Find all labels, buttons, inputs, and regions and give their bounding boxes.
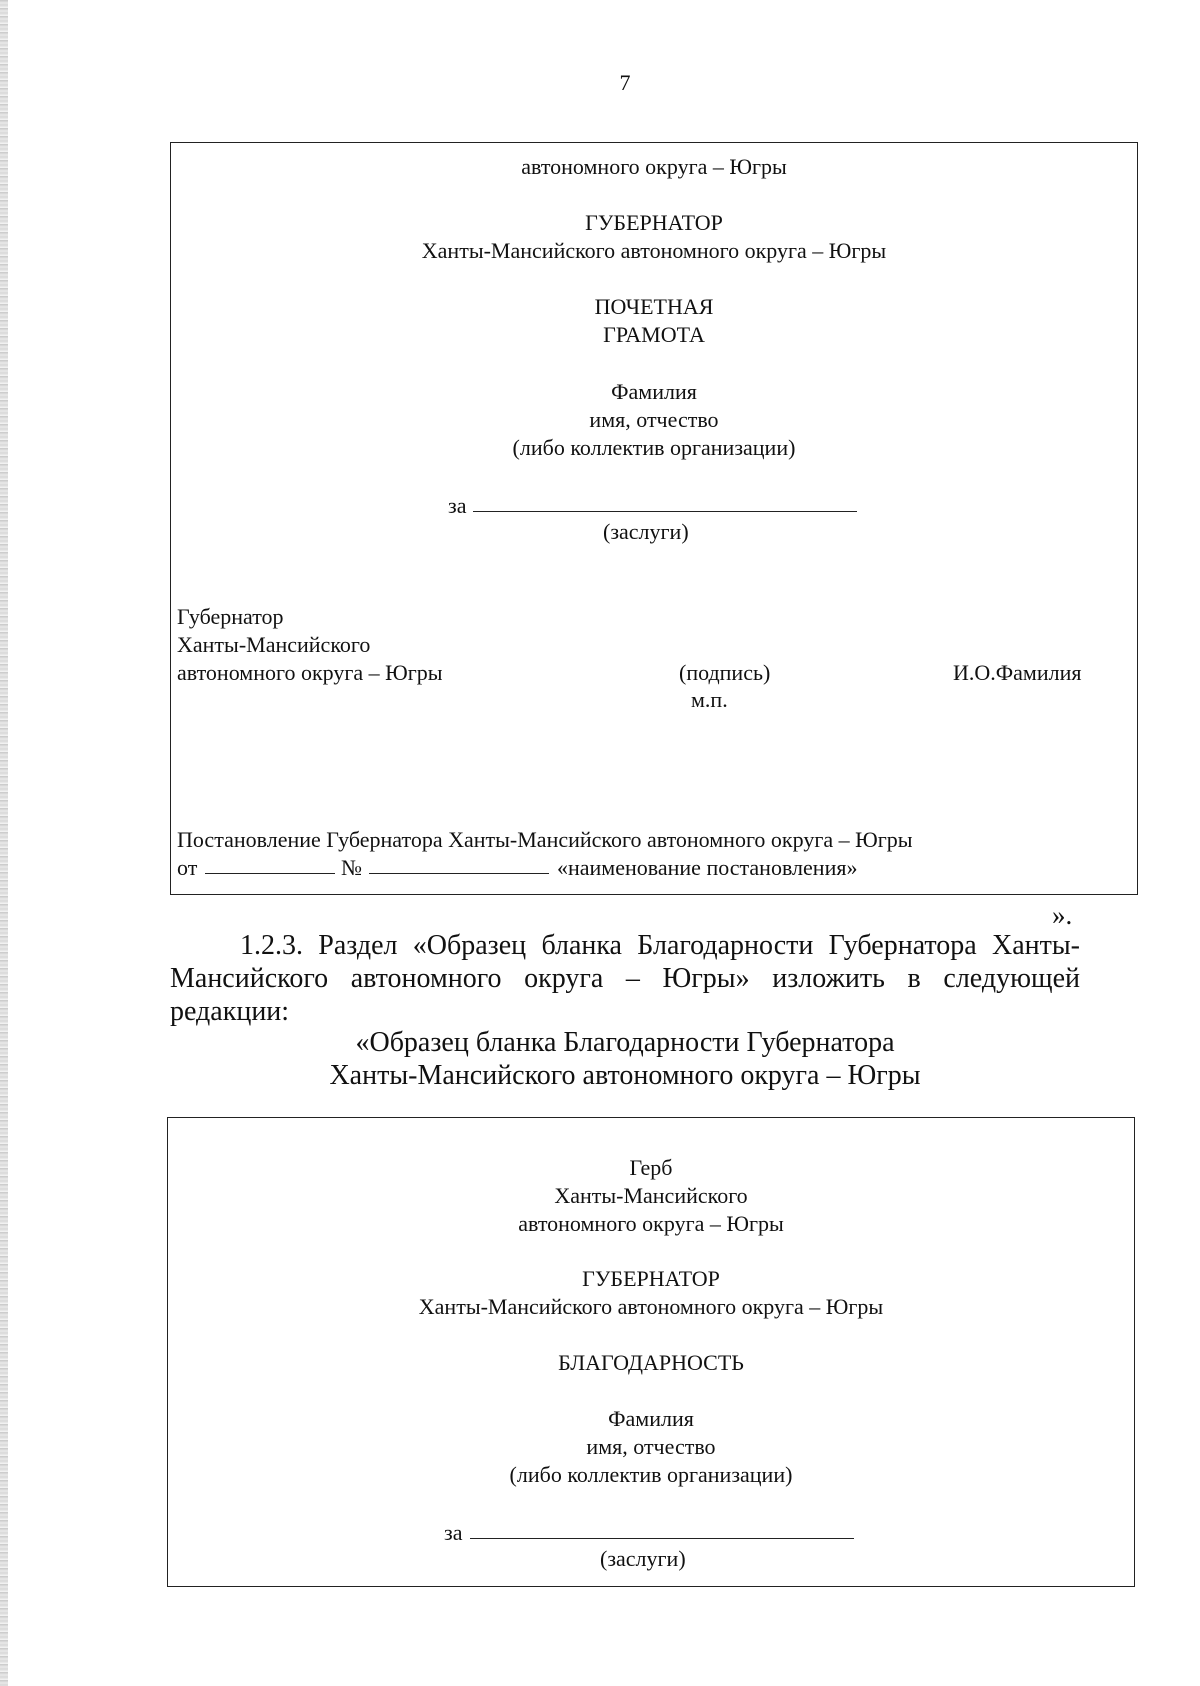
form1-doc-type-line2: ГРАМОТА bbox=[603, 322, 705, 347]
form1-recipient-name: имя, отчество bbox=[589, 407, 719, 432]
form1-decree-number-blank bbox=[369, 855, 549, 879]
section-heading-line2: Ханты-Мансийского автономного округа – Югры bbox=[329, 1060, 921, 1091]
form1-doc-type-line1: ПОЧЕТНАЯ bbox=[594, 294, 714, 319]
form2-merits-caption: (заслуги) bbox=[600, 1546, 686, 1571]
form2-governor-title: ГУБЕРНАТОР bbox=[582, 1266, 720, 1291]
form1-recipient-surname: Фамилия bbox=[611, 379, 697, 404]
form2-governor-region: Ханты-Мансийского автономного округа – Югры bbox=[418, 1294, 884, 1319]
form1-decree-from-label: от bbox=[177, 855, 198, 880]
form1-recipient-collective: (либо коллектив организации) bbox=[512, 435, 796, 460]
form1-decree-line: Постановление Губернатора Ханты-Мансийского автономного округа – Югры bbox=[177, 827, 913, 852]
paragraph-line2: Мансийского автономного округа – Югры» изложить в следующей bbox=[170, 963, 1080, 994]
form1-signer-line3: автономного округа – Югры bbox=[177, 660, 443, 685]
form2-emblem-line2: Ханты-Мансийского bbox=[554, 1183, 748, 1208]
form2-emblem-line1: Герб bbox=[629, 1155, 673, 1180]
honorary-certificate-form bbox=[170, 142, 1138, 895]
form2-merits-blank bbox=[470, 1520, 854, 1544]
form2-for-label: за bbox=[444, 1520, 463, 1545]
form1-signer-line1: Губернатор bbox=[177, 604, 284, 629]
form2-recipient-surname: Фамилия bbox=[608, 1406, 694, 1431]
form2-recipient-collective: (либо коллектив организации) bbox=[509, 1462, 793, 1487]
gratitude-form bbox=[167, 1117, 1135, 1587]
form1-seal-caption: м.п. bbox=[691, 687, 728, 712]
section-paragraph bbox=[170, 929, 1080, 1028]
form1-merits-blank bbox=[473, 493, 857, 517]
form1-header-line: автономного округа – Югры bbox=[521, 154, 787, 179]
paragraph-line1: 1.2.3. Раздел «Образец бланка Благодарности Губернатора Ханты- bbox=[240, 930, 1080, 961]
form1-decree-name: «наименование постановления» bbox=[557, 855, 858, 880]
closing-quote: ». bbox=[1052, 900, 1073, 930]
page-number: 7 bbox=[619, 70, 631, 95]
scan-edge bbox=[0, 0, 8, 1686]
form1-for-label: за bbox=[448, 493, 467, 518]
form2-recipient-name: имя, отчество bbox=[586, 1434, 716, 1459]
form2-doc-type: БЛАГОДАРНОСТЬ bbox=[558, 1350, 744, 1375]
form1-governor-title: ГУБЕРНАТОР bbox=[585, 210, 723, 235]
form1-merits-caption: (заслуги) bbox=[603, 519, 689, 544]
form2-emblem-line3: автономного округа – Югры bbox=[518, 1211, 784, 1236]
form1-decree-number-label: № bbox=[341, 855, 362, 880]
form1-signer-name: И.О.Фамилия bbox=[953, 660, 1082, 685]
form1-decree-date-blank bbox=[205, 855, 335, 879]
form1-signer-line2: Ханты-Мансийского bbox=[177, 632, 371, 657]
form1-governor-region: Ханты-Мансийского автономного округа – Югры bbox=[421, 238, 887, 263]
section-heading-line1: «Образец бланка Благодарности Губернатора bbox=[355, 1027, 895, 1058]
paragraph-line3: редакции: bbox=[170, 996, 290, 1027]
form1-signature-caption: (подпись) bbox=[679, 660, 771, 685]
